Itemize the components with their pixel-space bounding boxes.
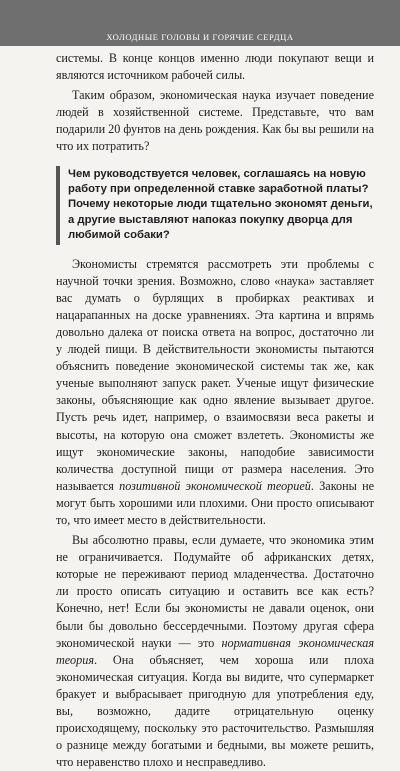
paragraph-text: Вы абсолютно правы, если думаете, что экономика этим не ограничивается. Подумайте об африканских детях, которые не переживают период младенчества. Достаточно ли просто описать ситуацию и оставить все как есть? Конечно, нет! Если бы экономисты не давали оценок, они были бы довольно бессердечными. Поэтому другая сфера экономической науки — это — [56, 533, 374, 650]
paragraph-positive-economics — [56, 256, 374, 530]
callout-text: Чем руководствуется человек, соглашаясь на новую работу при определенной ставке заработной платы? Почему некоторые люди тщательно экономят деньги, а другие выставляют напоказ покупку дворца для любимой собаки? — [68, 167, 373, 242]
running-title: ХОЛОДНЫЕ ГОЛОВЫ И ГОРЯЧИЕ СЕРДЦА — [106, 32, 294, 42]
paragraph-text: . Законы не могут быть хорошими или плохими. Они просто описывают то, что имеет место в действительности. — [56, 478, 374, 527]
running-header — [0, 0, 400, 46]
paragraph-text: Экономисты стремятся рассмотреть эти проблемы с научной точки зрения. Возможно, слово «наука» заставляет вас думать о бурлящих в пробирках реактивах и нацарапанных на доске уравнениях. Эта картина и впрямь довольно далека от поиска ответа на вопрос, достаточно ли у людей пищи. В действительности экономисты пытаются объяснить поведение экономической системы так же, как ученые выполняют запуск ракет. Ученые ищут физические законы, объясняющие как одно явление вызывает другое. Пусть речь идет, например, о взаимосвязи веса ракеты и высоты, на которую она сможет взлететь. Экономисты же ищут экономические законы, наподобие зависимости количества доступной пищи от размера населения. Это называется — [56, 256, 374, 493]
paragraph-continuation: системы. В конце концов именно люди покупают вещи и являются источником рабочей силы. — [56, 51, 374, 83]
term-normative-economics: нормативная экономическая теория — [56, 635, 374, 667]
page-body — [56, 50, 374, 771]
term-positive-economics: позитивной экономической теорией — [119, 478, 311, 493]
paragraph-intro: Таким образом, экономическая наука изучает поведение людей в хозяйственной системе. Представьте, что вам подарили 20 фунтов на день рождения. Как бы вы решили на что их потратить? — [56, 88, 374, 154]
paragraph-text: . Она объясняет, чем хороша или плоха экономическая ситуация. Когда вы видите, что супермаркет бракует и выбрасывает пригодную для употребления еду, вы, возможно, дадите отрицательную оценку происходящему, поскольку это расточительство. Размышляя о разнице между богатыми и бедными, вы можете решить, что неравенство плохо и несправедливо. — [56, 652, 374, 770]
callout-question — [56, 166, 374, 245]
paragraph-normative-economics — [56, 532, 374, 771]
